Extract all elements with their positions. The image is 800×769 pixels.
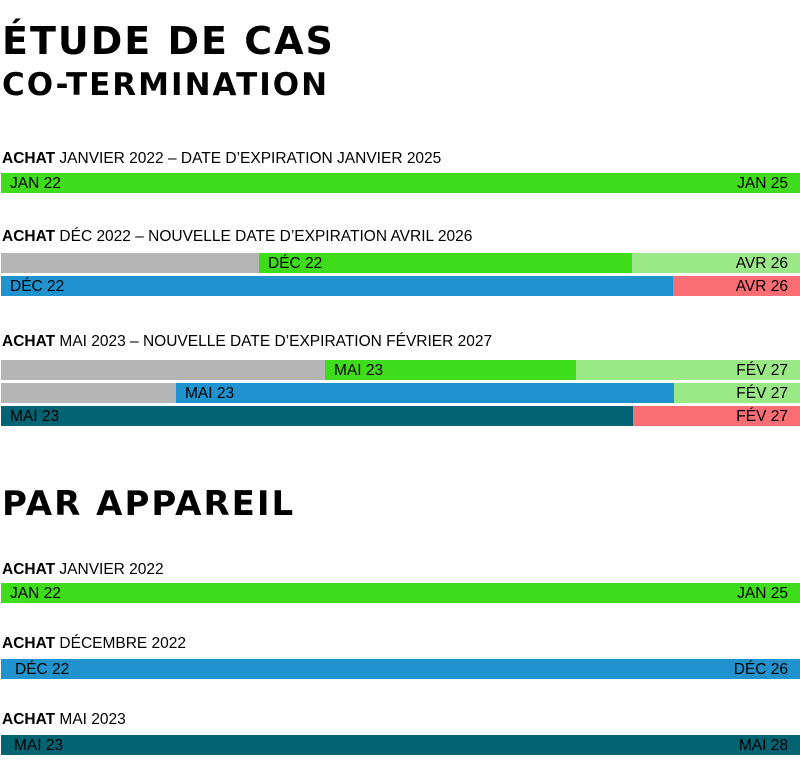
case1-label-text: JANVIER 2022 – DATE D’EXPIRATION JANVIER 2025 [59,150,442,167]
device1-label [2,562,164,578]
page-title: ÉTUDE DE CAS [2,19,335,63]
device3-bar-teal-start: MAI 23 [1,735,800,755]
case2-label-bold: ACHAT [2,228,56,245]
case3-bar2-gray [1,383,176,403]
case2-bar1-lightgreen-end: AVR 26 [632,253,800,273]
case3-bar1-green-start: MAI 23 [325,360,576,380]
device3-label [2,712,126,728]
page-subtitle: CO-TERMINATION [2,67,330,103]
case3-bar3-teal-start: MAI 23 [1,406,633,426]
case1-label-bold: ACHAT [2,150,56,167]
case2-bar1-green-start: DÉC 22 [259,253,632,273]
device1-label-text: JANVIER 2022 [59,561,164,578]
case1-bar1-green-start: JAN 22 [1,173,800,193]
case2-bar2-blue-start: DÉC 22 [1,276,673,296]
case2-label [2,229,472,245]
case3-label [2,334,492,350]
case1-bar1-end-label: JAN 25 [737,175,788,192]
case3-bar1-lightgreen-end: FÉV 27 [576,360,800,380]
case2-label-text: DÉC 2022 – NOUVELLE DATE D’EXPIRATION AVRIL 2026 [59,228,473,245]
device2-bar-blue-start: DÉC 22 [1,659,800,679]
case3-bar1-gray [1,360,325,380]
case3-label-bold: ACHAT [2,333,56,350]
device2-label-text: DÉCEMBRE 2022 [59,635,187,652]
case3-bar2-blue-start: MAI 23 [176,383,674,403]
device2-label [2,636,186,652]
device3-label-bold: ACHAT [2,711,56,728]
case3-bar2-lightgreen-end: FÉV 27 [674,383,800,403]
section-title-par-appareil: PAR APPAREIL [2,484,296,524]
device3-label-text: MAI 2023 [59,711,126,728]
case3-bar3-pink-end: FÉV 27 [633,406,800,426]
case2-bar2-pink-end: AVR 26 [673,276,800,296]
device3-bar-end-label: MAI 28 [738,737,788,754]
case3-label-text: MAI 2023 – NOUVELLE DATE D’EXPIRATION FÉVRIER 2027 [59,333,493,350]
device2-label-bold: ACHAT [2,635,56,652]
device2-bar-end-label: DÉC 26 [733,661,788,678]
device1-label-bold: ACHAT [2,561,56,578]
case2-bar1-gray [1,253,259,273]
device1-bar-end-label: JAN 25 [737,585,788,602]
device1-bar-green-start: JAN 22 [1,583,800,603]
case1-label [2,151,441,167]
